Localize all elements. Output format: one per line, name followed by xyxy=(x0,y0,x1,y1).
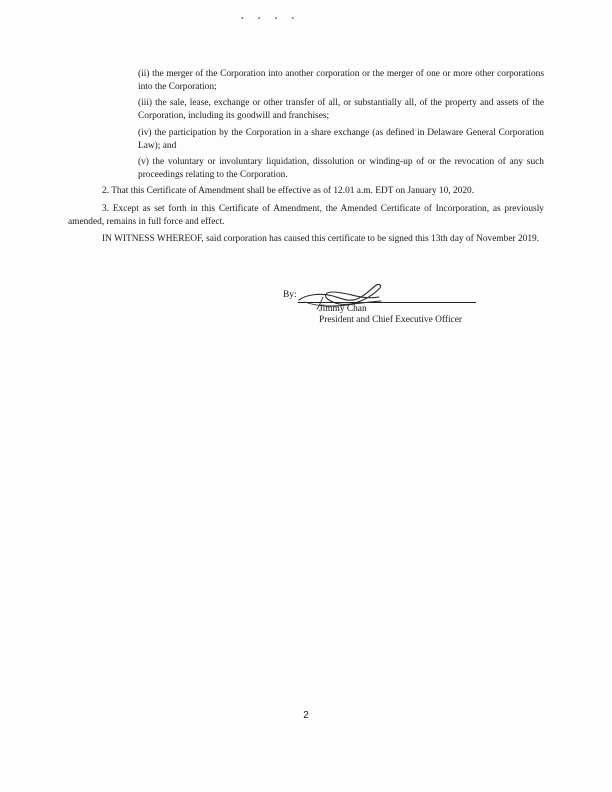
witness-paragraph: IN WITNESS WHEREOF, said corporation has caused this certificate to be signed this 13th day of November 2019. xyxy=(102,234,540,244)
by-label: By: xyxy=(283,290,297,300)
page-number: 2 xyxy=(303,710,309,721)
clause-ii: (ii) the merger of the Corporation into another corporation or the merger of one or more other corporations into the Corporation; xyxy=(138,69,544,92)
signature-block xyxy=(283,280,483,330)
paragraph-effective-date: 2. That this Certificate of Amendment shall be effective as of 12.01 a.m. EDT on January 10, 2020. xyxy=(102,186,475,196)
paragraph-full-force: 3. Except as set forth in this Certificate of Amendment, the Amended Certificate of Incorporation, as previously amended, remains in full force and effect. xyxy=(68,204,544,227)
signer-name: Jimmy Chan xyxy=(319,304,367,314)
scan-marks: • • • • xyxy=(241,14,301,23)
clause-iii: (iii) the sale, lease, exchange or other transfer of all, or substantially all, of the property and assets of the Corporation, including its goodwill and franchises; xyxy=(138,98,544,121)
signer-title: President and Chief Executive Officer xyxy=(319,315,463,325)
clause-v: (v) the voluntary or involuntary liquidation, dissolution or winding-up of or the revocation of any such proceedings relating to the Corporation. xyxy=(138,157,544,180)
clause-iv: (iv) the participation by the Corporation in a share exchange (as defined in Delaware General Corporation Law); and xyxy=(138,128,544,151)
